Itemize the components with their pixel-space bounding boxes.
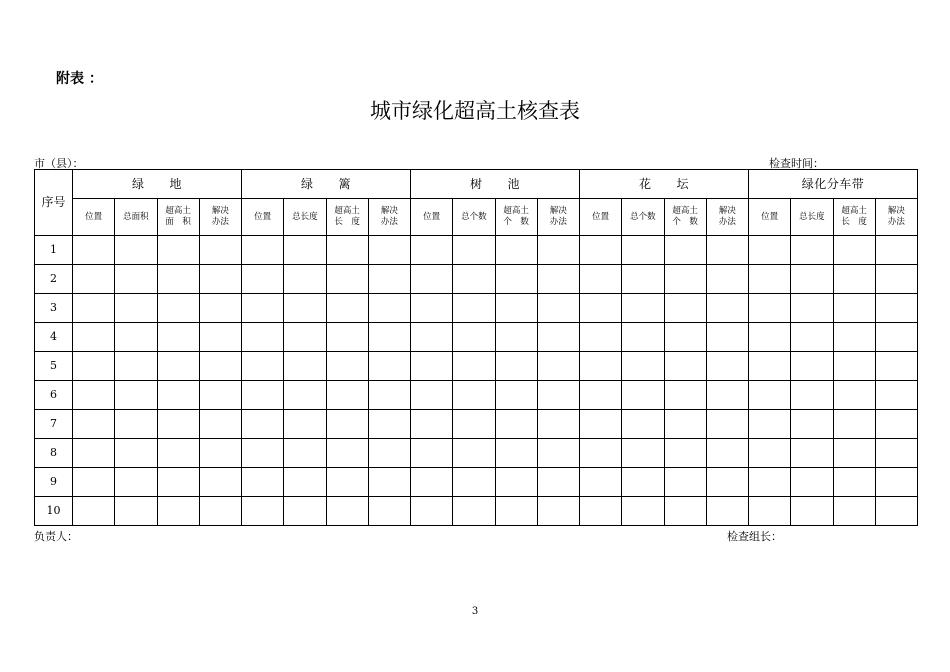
- table-cell[interactable]: [326, 439, 368, 468]
- table-cell[interactable]: [706, 352, 748, 381]
- table-cell[interactable]: [580, 410, 622, 439]
- column-header: [411, 199, 453, 236]
- table-cell[interactable]: [749, 381, 791, 410]
- table-cell[interactable]: [157, 439, 199, 468]
- table-cell[interactable]: [73, 323, 115, 352]
- group-header: 绿 地: [73, 170, 242, 199]
- table-cell[interactable]: [453, 294, 495, 323]
- group-header: 树 池: [411, 170, 580, 199]
- table-cell[interactable]: [791, 439, 833, 468]
- table-cell[interactable]: [706, 381, 748, 410]
- table-cell[interactable]: [833, 265, 875, 294]
- row-number: 6: [35, 381, 73, 410]
- table-cell[interactable]: [73, 497, 115, 526]
- column-header-line: 总个数: [630, 211, 656, 222]
- table-cell[interactable]: [326, 468, 368, 497]
- table-cell[interactable]: [73, 381, 115, 410]
- column-header: [580, 199, 622, 236]
- row-number: 9: [35, 468, 73, 497]
- table-cell[interactable]: [495, 381, 537, 410]
- table-cell[interactable]: [242, 468, 284, 497]
- table-cell[interactable]: [833, 236, 875, 265]
- table-cell[interactable]: [284, 352, 326, 381]
- team-leader-label: 检查组长：: [727, 530, 782, 543]
- table-cell[interactable]: [875, 410, 917, 439]
- table-cell[interactable]: [495, 265, 537, 294]
- table-cell[interactable]: [284, 410, 326, 439]
- table-row: [35, 468, 918, 497]
- table-cell[interactable]: [580, 468, 622, 497]
- table-cell[interactable]: [157, 294, 199, 323]
- table-cell[interactable]: [368, 323, 410, 352]
- column-header: [875, 199, 917, 236]
- column-header-line: 总面积: [123, 211, 149, 222]
- table-cell[interactable]: [368, 352, 410, 381]
- table-cell[interactable]: [875, 468, 917, 497]
- table-cell[interactable]: [284, 468, 326, 497]
- column-header-line: 个 数: [672, 217, 698, 227]
- column-header-line: 办法: [211, 217, 229, 227]
- table-row: [35, 497, 918, 526]
- table-cell[interactable]: [368, 410, 410, 439]
- responsible-person-label: 负责人：: [34, 530, 78, 543]
- table-row: [35, 410, 918, 439]
- table-cell[interactable]: [833, 381, 875, 410]
- column-header-line: 解决: [718, 206, 736, 217]
- table-cell[interactable]: [622, 497, 664, 526]
- column-header-line: 解决: [887, 206, 905, 217]
- table-cell[interactable]: [706, 468, 748, 497]
- table-cell[interactable]: [833, 294, 875, 323]
- column-header: [749, 199, 791, 236]
- table-cell[interactable]: [537, 352, 579, 381]
- table-cell[interactable]: [284, 381, 326, 410]
- table-cell[interactable]: [157, 497, 199, 526]
- table-cell[interactable]: [73, 294, 115, 323]
- table-header-group-row: [35, 170, 918, 199]
- group-header: 绿 篱: [242, 170, 411, 199]
- column-header-line: 办法: [549, 217, 567, 227]
- column-header: [157, 199, 199, 236]
- table-cell[interactable]: [411, 352, 453, 381]
- column-header-line: 超高土: [165, 206, 191, 217]
- column-header-line: 位置: [85, 211, 103, 222]
- table-cell[interactable]: [537, 323, 579, 352]
- table-cell[interactable]: [199, 236, 241, 265]
- table-cell[interactable]: [326, 497, 368, 526]
- table-cell[interactable]: [453, 497, 495, 526]
- table-cell[interactable]: [284, 265, 326, 294]
- table-cell[interactable]: [411, 236, 453, 265]
- column-header: [199, 199, 241, 236]
- table-cell[interactable]: [242, 497, 284, 526]
- table-cell[interactable]: [115, 265, 157, 294]
- table-cell[interactable]: [495, 468, 537, 497]
- column-header: [537, 199, 579, 236]
- table-cell[interactable]: [875, 323, 917, 352]
- table-cell[interactable]: [622, 352, 664, 381]
- table-cell[interactable]: [833, 352, 875, 381]
- row-number: 8: [35, 439, 73, 468]
- table-cell[interactable]: [664, 468, 706, 497]
- table-cell[interactable]: [411, 497, 453, 526]
- table-cell[interactable]: [411, 381, 453, 410]
- group-header: 绿化分车带: [749, 170, 918, 199]
- column-header-line: 超高土: [672, 206, 698, 217]
- column-header: [495, 199, 537, 236]
- column-header: [326, 199, 368, 236]
- table-cell[interactable]: [242, 323, 284, 352]
- table-cell[interactable]: [199, 294, 241, 323]
- table-cell[interactable]: [749, 236, 791, 265]
- table-cell[interactable]: [664, 323, 706, 352]
- table-cell[interactable]: [115, 352, 157, 381]
- table-cell[interactable]: [664, 497, 706, 526]
- table-cell[interactable]: [622, 410, 664, 439]
- table-cell[interactable]: [706, 236, 748, 265]
- row-number: 4: [35, 323, 73, 352]
- table-cell[interactable]: [115, 294, 157, 323]
- table-cell[interactable]: [115, 497, 157, 526]
- table-cell[interactable]: [157, 265, 199, 294]
- table-cell[interactable]: [368, 468, 410, 497]
- table-cell[interactable]: [411, 294, 453, 323]
- table-cell[interactable]: [622, 323, 664, 352]
- table-cell[interactable]: [875, 381, 917, 410]
- table-cell[interactable]: [495, 352, 537, 381]
- column-header: [791, 199, 833, 236]
- column-header-line: 个 数: [503, 217, 529, 227]
- table-cell[interactable]: [368, 381, 410, 410]
- table-cell[interactable]: [749, 352, 791, 381]
- table-cell[interactable]: [453, 265, 495, 294]
- column-header: [664, 199, 706, 236]
- table-cell[interactable]: [284, 439, 326, 468]
- column-header-line: 长 度: [334, 217, 360, 227]
- table-cell[interactable]: [411, 323, 453, 352]
- table-cell[interactable]: [199, 265, 241, 294]
- table-cell[interactable]: [453, 381, 495, 410]
- table-cell[interactable]: [453, 468, 495, 497]
- column-header-line: 解决: [380, 206, 398, 217]
- table-cell[interactable]: [495, 236, 537, 265]
- table-cell[interactable]: [411, 265, 453, 294]
- table-cell[interactable]: [875, 439, 917, 468]
- table-cell[interactable]: [242, 294, 284, 323]
- table-cell[interactable]: [580, 381, 622, 410]
- table-cell[interactable]: [368, 236, 410, 265]
- table-row: [35, 236, 918, 265]
- column-header-line: 位置: [254, 211, 272, 222]
- table-cell[interactable]: [411, 410, 453, 439]
- column-header-line: 办法: [380, 217, 398, 227]
- table-cell[interactable]: [326, 265, 368, 294]
- table-row: [35, 439, 918, 468]
- table-cell[interactable]: [453, 352, 495, 381]
- table-cell[interactable]: [749, 439, 791, 468]
- table-cell[interactable]: [706, 410, 748, 439]
- column-header-line: 超高土: [334, 206, 360, 217]
- table-cell[interactable]: [537, 236, 579, 265]
- page-title: 城市绿化超高土核查表: [370, 99, 580, 123]
- column-header: [368, 199, 410, 236]
- table-cell[interactable]: [453, 410, 495, 439]
- table-cell[interactable]: [749, 468, 791, 497]
- table-cell[interactable]: [326, 410, 368, 439]
- table-cell[interactable]: [326, 294, 368, 323]
- page-number: 3: [471, 606, 479, 617]
- table-cell[interactable]: [242, 410, 284, 439]
- column-header-line: 解决: [211, 206, 229, 217]
- table-cell[interactable]: [326, 323, 368, 352]
- table-cell[interactable]: [115, 236, 157, 265]
- table-cell[interactable]: [791, 381, 833, 410]
- table-cell[interactable]: [242, 265, 284, 294]
- table-cell[interactable]: [537, 410, 579, 439]
- table-cell[interactable]: [875, 352, 917, 381]
- column-header-line: 超高土: [841, 206, 867, 217]
- table-cell[interactable]: [73, 439, 115, 468]
- table-cell[interactable]: [537, 439, 579, 468]
- table-cell[interactable]: [326, 236, 368, 265]
- table-cell[interactable]: [875, 497, 917, 526]
- table-row: [35, 265, 918, 294]
- column-header-line: 长 度: [841, 217, 867, 227]
- table-cell[interactable]: [537, 265, 579, 294]
- row-number: 7: [35, 410, 73, 439]
- column-header: [242, 199, 284, 236]
- table-cell[interactable]: [73, 236, 115, 265]
- table-cell[interactable]: [115, 323, 157, 352]
- column-header-line: 总长度: [292, 211, 318, 222]
- column-header-line: 办法: [718, 217, 736, 227]
- table-cell[interactable]: [664, 439, 706, 468]
- table-cell[interactable]: [115, 468, 157, 497]
- table-cell[interactable]: [749, 323, 791, 352]
- column-header: [833, 199, 875, 236]
- row-number: 1: [35, 236, 73, 265]
- row-number: 10: [35, 497, 73, 526]
- table-cell[interactable]: [157, 381, 199, 410]
- table-cell[interactable]: [791, 265, 833, 294]
- column-header: [622, 199, 664, 236]
- table-cell[interactable]: [284, 497, 326, 526]
- inspection-table: [34, 169, 918, 526]
- table-cell[interactable]: [580, 352, 622, 381]
- table-cell[interactable]: [495, 439, 537, 468]
- city-county-label: 市（县）：: [34, 157, 84, 170]
- row-number: 3: [35, 294, 73, 323]
- table-cell[interactable]: [157, 323, 199, 352]
- table-cell[interactable]: [199, 468, 241, 497]
- table-cell[interactable]: [622, 468, 664, 497]
- table-cell[interactable]: [580, 236, 622, 265]
- table-cell[interactable]: [368, 439, 410, 468]
- table-cell[interactable]: [833, 468, 875, 497]
- check-date-label: 检查时间：: [769, 157, 824, 170]
- table-cell[interactable]: [326, 381, 368, 410]
- table-cell[interactable]: [833, 410, 875, 439]
- table-cell[interactable]: [284, 294, 326, 323]
- table-cell[interactable]: [199, 410, 241, 439]
- table-cell[interactable]: [537, 294, 579, 323]
- row-number: 2: [35, 265, 73, 294]
- table-cell[interactable]: [157, 236, 199, 265]
- column-header: [706, 199, 748, 236]
- table-cell[interactable]: [791, 497, 833, 526]
- table-row: [35, 323, 918, 352]
- column-header-line: 办法: [887, 217, 905, 227]
- table-row: [35, 294, 918, 323]
- column-header: [73, 199, 115, 236]
- table-row: [35, 352, 918, 381]
- table-cell[interactable]: [73, 468, 115, 497]
- table-cell[interactable]: [580, 497, 622, 526]
- table-cell[interactable]: [326, 352, 368, 381]
- table-row: [35, 381, 918, 410]
- table-cell[interactable]: [833, 497, 875, 526]
- table-cell[interactable]: [749, 410, 791, 439]
- table-cell[interactable]: [622, 439, 664, 468]
- column-header-line: 面 积: [165, 217, 191, 227]
- table-cell[interactable]: [833, 439, 875, 468]
- table-cell[interactable]: [242, 236, 284, 265]
- table-cell[interactable]: [749, 294, 791, 323]
- group-header: 花 坛: [580, 170, 749, 199]
- table-cell[interactable]: [199, 323, 241, 352]
- table-cell[interactable]: [495, 497, 537, 526]
- table-cell[interactable]: [199, 497, 241, 526]
- table-cell[interactable]: [791, 352, 833, 381]
- table-cell[interactable]: [157, 410, 199, 439]
- table-cell[interactable]: [368, 265, 410, 294]
- seq-header: 序号: [35, 170, 73, 236]
- table-cell[interactable]: [495, 323, 537, 352]
- table-cell[interactable]: [622, 236, 664, 265]
- annex-label: 附表 ：: [56, 71, 103, 87]
- column-header-line: 总个数: [461, 211, 487, 222]
- column-header: [453, 199, 495, 236]
- table-cell[interactable]: [875, 265, 917, 294]
- table-cell[interactable]: [199, 381, 241, 410]
- table-cell[interactable]: [706, 497, 748, 526]
- column-header-line: 位置: [761, 211, 779, 222]
- table-cell[interactable]: [664, 236, 706, 265]
- table-cell[interactable]: [622, 381, 664, 410]
- table-cell[interactable]: [495, 294, 537, 323]
- table-cell[interactable]: [368, 497, 410, 526]
- table-cell[interactable]: [664, 294, 706, 323]
- table-cell[interactable]: [368, 294, 410, 323]
- table-cell[interactable]: [157, 468, 199, 497]
- table-cell[interactable]: [706, 439, 748, 468]
- table-cell[interactable]: [791, 410, 833, 439]
- table-cell[interactable]: [706, 294, 748, 323]
- table-cell[interactable]: [199, 352, 241, 381]
- column-header-line: 位置: [423, 211, 441, 222]
- table-cell[interactable]: [411, 468, 453, 497]
- table-cell[interactable]: [580, 265, 622, 294]
- table-cell[interactable]: [791, 323, 833, 352]
- table-header-column-row: [35, 199, 918, 236]
- table-cell[interactable]: [706, 323, 748, 352]
- table-cell[interactable]: [580, 294, 622, 323]
- table-cell[interactable]: [242, 439, 284, 468]
- table-cell[interactable]: [791, 468, 833, 497]
- column-header-line: 位置: [592, 211, 610, 222]
- table-cell[interactable]: [791, 236, 833, 265]
- table-cell[interactable]: [453, 439, 495, 468]
- table-cell[interactable]: [791, 294, 833, 323]
- table-cell[interactable]: [749, 265, 791, 294]
- table-cell[interactable]: [453, 323, 495, 352]
- table-cell[interactable]: [242, 381, 284, 410]
- table-cell[interactable]: [115, 381, 157, 410]
- table-cell[interactable]: [664, 265, 706, 294]
- column-header-line: 总长度: [799, 211, 825, 222]
- table-cell[interactable]: [73, 352, 115, 381]
- column-header: [284, 199, 326, 236]
- table-cell[interactable]: [622, 294, 664, 323]
- table-cell[interactable]: [115, 410, 157, 439]
- column-header: [115, 199, 157, 236]
- table-cell[interactable]: [284, 323, 326, 352]
- table-cell[interactable]: [580, 323, 622, 352]
- table-cell[interactable]: [537, 468, 579, 497]
- table-cell[interactable]: [242, 352, 284, 381]
- table-cell[interactable]: [664, 381, 706, 410]
- table-cell[interactable]: [453, 236, 495, 265]
- column-header-line: 解决: [549, 206, 567, 217]
- table-cell[interactable]: [115, 439, 157, 468]
- table-cell[interactable]: [157, 352, 199, 381]
- table-cell[interactable]: [73, 265, 115, 294]
- table-cell[interactable]: [875, 294, 917, 323]
- table-cell[interactable]: [537, 381, 579, 410]
- table-cell[interactable]: [875, 236, 917, 265]
- table-cell[interactable]: [749, 497, 791, 526]
- table-cell[interactable]: [199, 439, 241, 468]
- table-cell[interactable]: [580, 439, 622, 468]
- table-cell[interactable]: [622, 265, 664, 294]
- table-cell[interactable]: [284, 236, 326, 265]
- table-cell[interactable]: [664, 352, 706, 381]
- table-cell[interactable]: [833, 323, 875, 352]
- table-cell[interactable]: [537, 497, 579, 526]
- table-cell[interactable]: [664, 410, 706, 439]
- row-number: 5: [35, 352, 73, 381]
- table-cell[interactable]: [495, 410, 537, 439]
- table-cell[interactable]: [706, 265, 748, 294]
- table-cell[interactable]: [73, 410, 115, 439]
- column-header-line: 超高土: [503, 206, 529, 217]
- table-cell[interactable]: [411, 439, 453, 468]
